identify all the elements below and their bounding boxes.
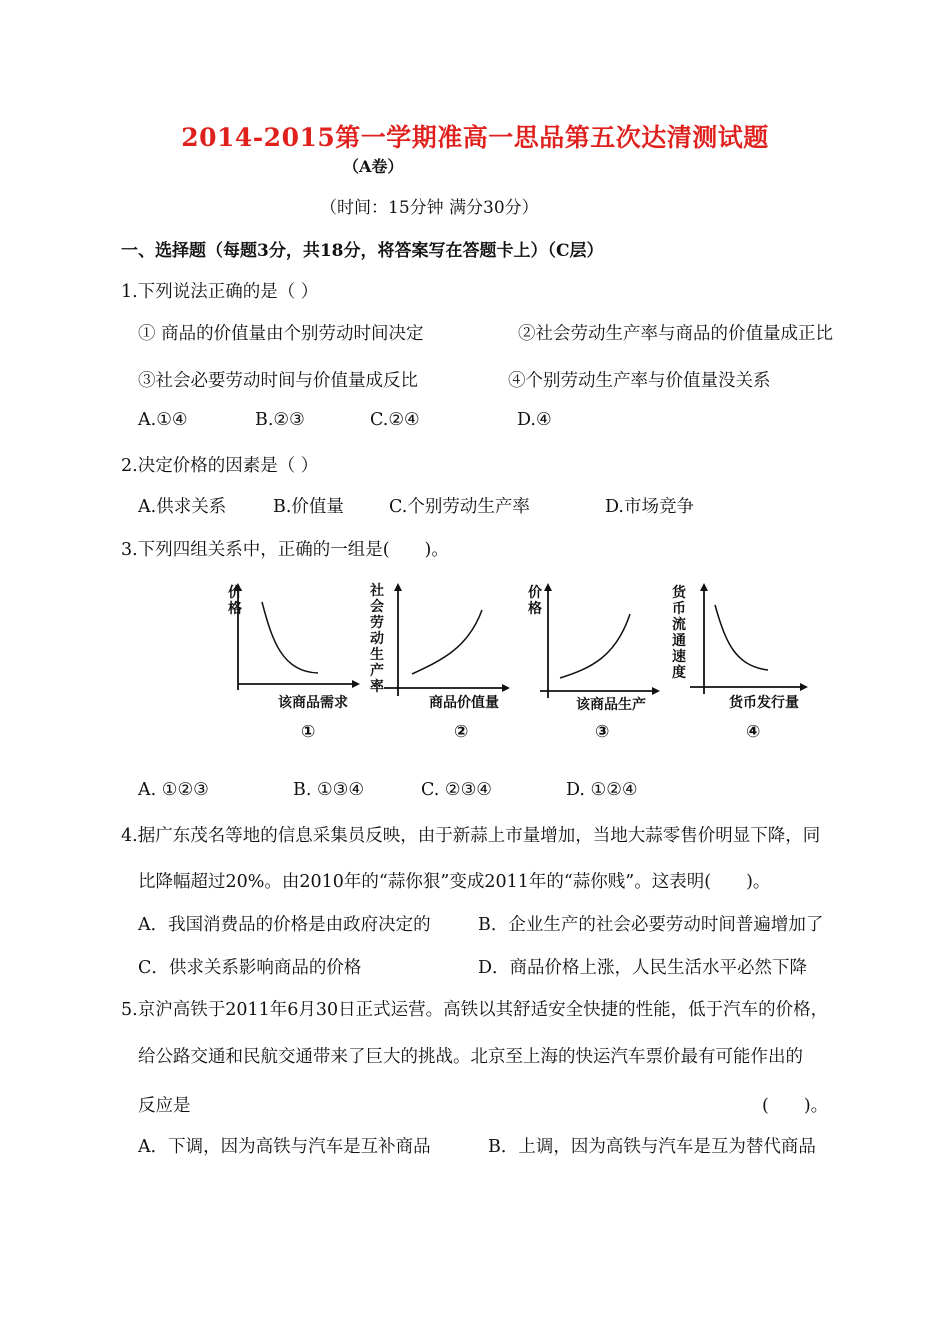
- graph-4-ylabel-1: 币: [672, 601, 686, 617]
- question-1-stem: 1.下列说法正确的是（ ）: [121, 282, 319, 302]
- question-4-stem-line-1: 4.据广东茂名等地的信息采集员反映，由于新蒜上市量增加，当地大蒜零售价明显下降，同: [121, 826, 821, 846]
- graph-1-xlabel: 该商品需求: [278, 695, 348, 711]
- q1-option-a: A.①④: [138, 410, 188, 430]
- q3-option-b: B. ①③④: [293, 780, 365, 800]
- paper-version: （A卷）: [343, 157, 404, 176]
- q1-statement-4: ④个别劳动生产率与价值量没关系: [508, 371, 771, 391]
- graph-3-ylabel-1: 格: [528, 601, 542, 617]
- graph-3-xlabel: 该商品生产: [576, 697, 646, 713]
- graph-2-number: ②: [454, 722, 469, 742]
- graph-4-xlabel: 货币发行量: [729, 695, 799, 711]
- graph-1-ylabel-1: 格: [228, 601, 242, 617]
- page-title: 2014-2015第一学期准高一思品第五次达清测试题: [181, 123, 769, 152]
- q4-option-a: A．我国消费品的价格是由政府决定的: [138, 915, 431, 935]
- graph-2-ylabel-2: 劳: [370, 615, 384, 631]
- question-3-stem: 3.下列四组关系中，正确的一组是( )。: [121, 540, 449, 560]
- graph-4: [672, 584, 806, 742]
- q1-statement-2: ②社会劳动生产率与商品的价值量成正比: [518, 324, 833, 344]
- graph-1: [228, 584, 358, 742]
- graph-3: [528, 584, 658, 742]
- graph-4-number: ④: [746, 722, 761, 742]
- graph-4-ylabel-4: 速: [672, 649, 686, 665]
- graph-3-curve: [560, 614, 630, 678]
- graph-1-number: ①: [301, 722, 316, 742]
- section-heading: 一、选择题（每题3分，共18分，将答案写在答题卡上）（C层）: [121, 241, 604, 261]
- graph-2-ylabel-4: 生: [370, 647, 384, 663]
- q3-option-d: D. ①②④: [566, 780, 638, 800]
- graph-2-ylabel-0: 社: [370, 583, 384, 599]
- graph-2-ylabel-1: 会: [370, 599, 384, 615]
- graph-4-curve: [715, 605, 768, 670]
- question-5-stem-line-3: 反应是: [138, 1096, 191, 1116]
- q1-option-c: C.②④: [370, 410, 420, 430]
- q1-option-d: D.④: [517, 410, 552, 430]
- q3-graphs-svg: [210, 580, 830, 745]
- graph-2-ylabel-3: 动: [370, 631, 384, 647]
- q3-option-c: C. ②③④: [421, 780, 492, 800]
- graph-4-ylabel-5: 度: [672, 665, 686, 681]
- graph-3-number: ③: [595, 722, 610, 742]
- question-5-stem-line-2: 给公路交通和民航交通带来了巨大的挑战。北京至上海的快运汽车票价最有可能作出的: [138, 1047, 803, 1067]
- graph-1-curve: [262, 602, 318, 673]
- q2-option-d: D.市场竞争: [605, 497, 694, 517]
- q2-option-b: B.价值量: [273, 497, 344, 517]
- q4-option-d: D．商品价格上涨，人民生活水平必然下降: [478, 958, 808, 978]
- q4-option-c: C．供求关系影响商品的价格: [138, 958, 362, 978]
- graph-2-ylabel-6: 率: [370, 679, 384, 695]
- question-2-stem: 2.决定价格的因素是（ ）: [121, 456, 319, 476]
- question-5-answer-blank: ( )。: [762, 1096, 829, 1116]
- q1-statement-3: ③社会必要劳动时间与价值量成反比: [138, 371, 418, 391]
- q5-option-b: B．上调，因为高铁与汽车是互为替代商品: [488, 1137, 816, 1157]
- q5-option-a: A．下调，因为高铁与汽车是互补商品: [138, 1137, 431, 1157]
- question-5-stem-line-1: 5.京沪高铁于2011年6月30日正式运营。高铁以其舒适安全快捷的性能，低于汽车的价格，: [121, 1000, 829, 1020]
- graph-2-ylabel-5: 产: [370, 663, 384, 679]
- q2-option-c: C.个别劳动生产率: [389, 497, 530, 517]
- q3-option-a: A. ①②③: [138, 780, 209, 800]
- graph-4-ylabel-0: 货: [672, 585, 686, 601]
- time-info: （时间：15分钟 满分30分）: [320, 198, 539, 218]
- question-4-stem-line-2: 比降幅超过20%。由2010年的“蒜你狠”变成2011年的“蒜你贱”。这表明( )。: [138, 872, 771, 892]
- graph-4-ylabel-2: 流: [672, 617, 686, 633]
- q1-option-b: B.②③: [255, 410, 305, 430]
- graph-2: [369, 582, 508, 742]
- graph-4-ylabel-3: 通: [672, 633, 686, 649]
- q1-statement-1: ① 商品的价值量由个别劳动时间决定: [138, 324, 424, 344]
- q2-option-a: A.供求关系: [138, 497, 227, 517]
- graph-2-curve: [412, 610, 482, 674]
- q4-option-b: B．企业生产的社会必要劳动时间普遍增加了: [478, 915, 824, 935]
- graph-2-xlabel: 商品价值量: [429, 695, 499, 711]
- q3-graphs: [210, 580, 830, 745]
- graph-3-ylabel-0: 价: [528, 585, 542, 601]
- graph-1-ylabel-0: 价: [228, 585, 242, 601]
